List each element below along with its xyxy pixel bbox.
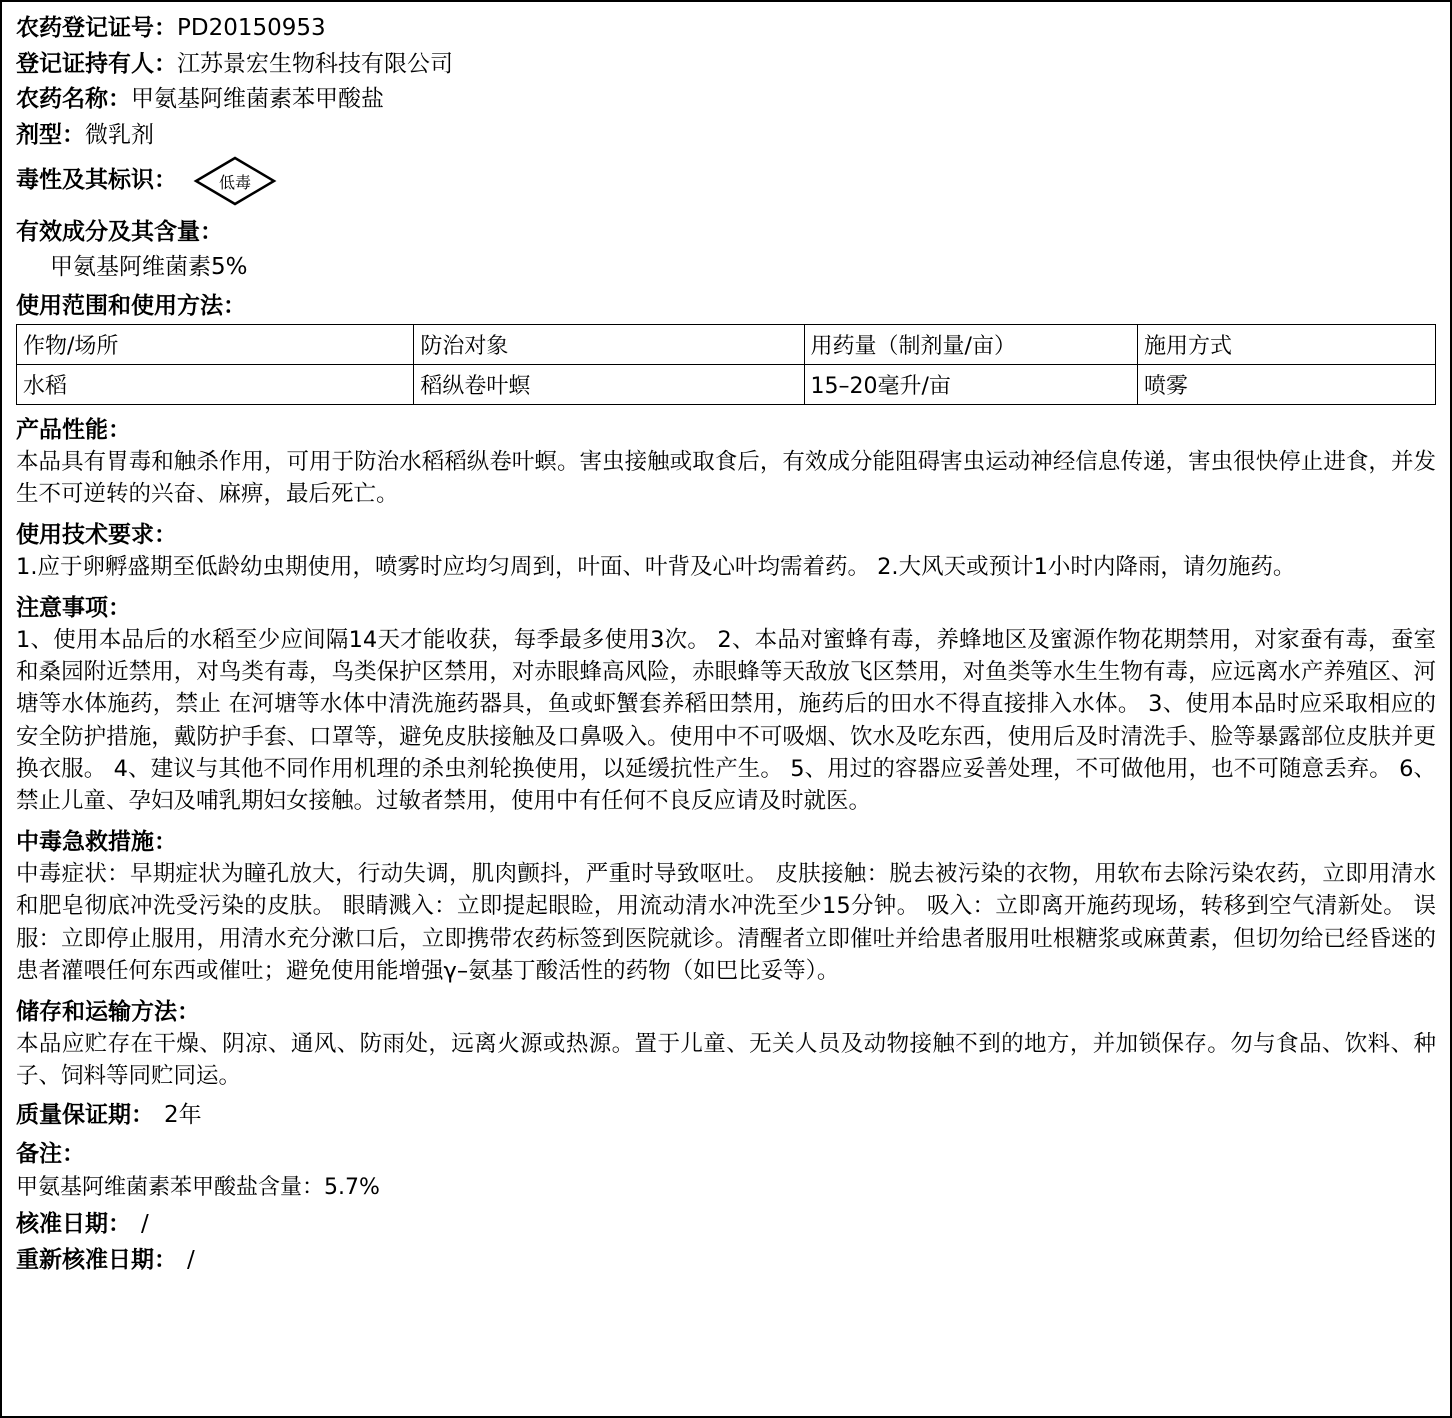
toxicity-row	[16, 155, 1436, 207]
storage-text: 本品应贮存在干燥、阴凉、通风、防雨处，远离火源或热源。置于儿童、无关人员及动物接触不到的地方，并加锁保存。勿与食品、饮料、种子、饲料等同贮同运。	[16, 1030, 1436, 1090]
holder-label: 登记证持有人：	[16, 50, 177, 77]
table-row	[17, 364, 1436, 404]
low-toxicity-diamond-icon	[193, 155, 277, 207]
formulation-row	[16, 119, 1436, 152]
usage-table	[16, 324, 1436, 405]
technique-text: 1.应于卵孵盛期至低龄幼虫期使用，喷雾时应均匀周到，叶面、叶背及心叶均需着药。 2.大风天或预计1小时内降雨，请勿施药。	[16, 553, 1296, 580]
toxicity-label: 毒性及其标识：	[16, 167, 177, 194]
ingredients-title: 有效成分及其含量：	[16, 218, 223, 245]
product-name-row	[16, 83, 1436, 116]
column-header-method: 施用方式	[1137, 324, 1435, 364]
reapproval-date-label: 重新核准日期：	[16, 1247, 177, 1274]
registration-number-row	[16, 12, 1436, 45]
registration-number-value: PD20150953	[177, 15, 326, 41]
reapproval-date-value: /	[187, 1247, 195, 1274]
column-header-crop: 作物/场所	[17, 324, 414, 364]
cell-dosage: 15–20毫升/亩	[804, 364, 1137, 404]
column-header-target: 防治对象	[414, 324, 804, 364]
product-name-label: 农药名称：	[16, 86, 131, 113]
cell-target: 稻纵卷叶螟	[414, 364, 804, 404]
cautions-text: 1、使用本品后的水稻至少应间隔14天才能收获，每季最多使用3次。 2、本品对蜜蜂有毒，养蜂地区及蜜源作物花期禁用，对家蚕有毒，蚕室和桑园附近禁用，对鸟类有毒，鸟类保护区禁用，对赤眼蜂高风险，赤眼蜂等天敌放飞区禁用，对鱼类等水生生物有毒，应远离水产养殖区、河塘等水体施药，禁止 在河塘等水体中清洗施药器具，鱼或虾蟹套养稻田禁用，施药后的田水不得直接排入水体。 3、使用本品时应采取相应的安全防护措施，戴防护手套、口罩等，避免皮肤接触及口鼻吸入。使用中不可吸烟、饮水及吃东西，使用后及时清洗手、脸等暴露部位皮肤并更换衣服。 4、建议与其他不同作用机理的杀虫剂轮换使用，以延缓抗性产生。 5、用过的容器应妥善处理，不可做他用，也不可随意丢弃。 6、禁止儿童、孕妇及哺乳期妇女接触。过敏者禁用，使用中有任何不良反应请及时就医。	[16, 627, 1436, 814]
approval-date-value: /	[141, 1211, 149, 1238]
product-name-value: 甲氨基阿维菌素苯甲酸盐	[131, 86, 384, 113]
svg-text:低毒: 低毒	[218, 172, 252, 192]
table-header-row	[17, 324, 1436, 364]
holder-value: 江苏景宏生物科技有限公司	[177, 50, 453, 77]
shelf-life-label: 质量保证期：	[16, 1102, 154, 1129]
shelf-life-row	[16, 1096, 1436, 1129]
reapproval-date-row	[16, 1241, 1436, 1274]
cell-method: 喷雾	[1137, 364, 1435, 404]
first-aid-title: 中毒急救措施：	[16, 829, 177, 856]
column-header-dosage: 用药量（制剂量/亩）	[804, 324, 1137, 364]
formulation-label: 剂型：	[16, 121, 85, 148]
technique-title: 使用技术要求：	[16, 521, 177, 548]
performance-title: 产品性能：	[16, 416, 131, 443]
cell-crop: 水稻	[17, 364, 414, 404]
remarks-text: 甲氨基阿维菌素苯甲酸盐含量：5.7%	[16, 1175, 380, 1201]
formulation-value: 微乳剂	[85, 121, 154, 148]
ingredients-content: 甲氨基阿维菌素5%	[50, 253, 248, 280]
shelf-life-value: 2年	[164, 1102, 202, 1129]
registration-number-label: 农药登记证号：	[16, 15, 177, 41]
holder-row	[16, 48, 1436, 81]
first-aid-text: 中毒症状：早期症状为瞳孔放大，行动失调，肌肉颤抖，严重时导致呕吐。 皮肤接触：脱去被污染的衣物，用软布去除污染农药，立即用清水和肥皂彻底冲洗受污染的皮肤。 眼睛溅入：立即提起眼睑，用流动清水冲洗至少15分钟。 吸入：立即离开施药现场，转移到空气清新处。 误服：立即停止服用，用清水充分漱口后，立即携带农药标签到医院就诊。清醒者立即催吐并给患者服用吐根糖浆或麻黄素，但切勿给已经昏迷的患者灌喂任何东西或催吐；避免使用能增强γ–氨基丁酸活性的药物（如巴比妥等）。	[16, 861, 1436, 984]
storage-title: 储存和运输方法：	[16, 998, 200, 1025]
approval-date-row	[16, 1205, 1436, 1238]
remarks-title: 备注：	[16, 1141, 85, 1168]
performance-text: 本品具有胃毒和触杀作用，可用于防治水稻稻纵卷叶螟。害虫接触或取食后，有效成分能阻碍害虫运动神经信息传递，害虫很快停止进食，并发生不可逆转的兴奋、麻痹，最后死亡。	[16, 448, 1436, 507]
usage-title: 使用范围和使用方法：	[16, 292, 246, 319]
approval-date-label: 核准日期：	[16, 1211, 131, 1238]
cautions-title: 注意事项：	[16, 595, 131, 622]
